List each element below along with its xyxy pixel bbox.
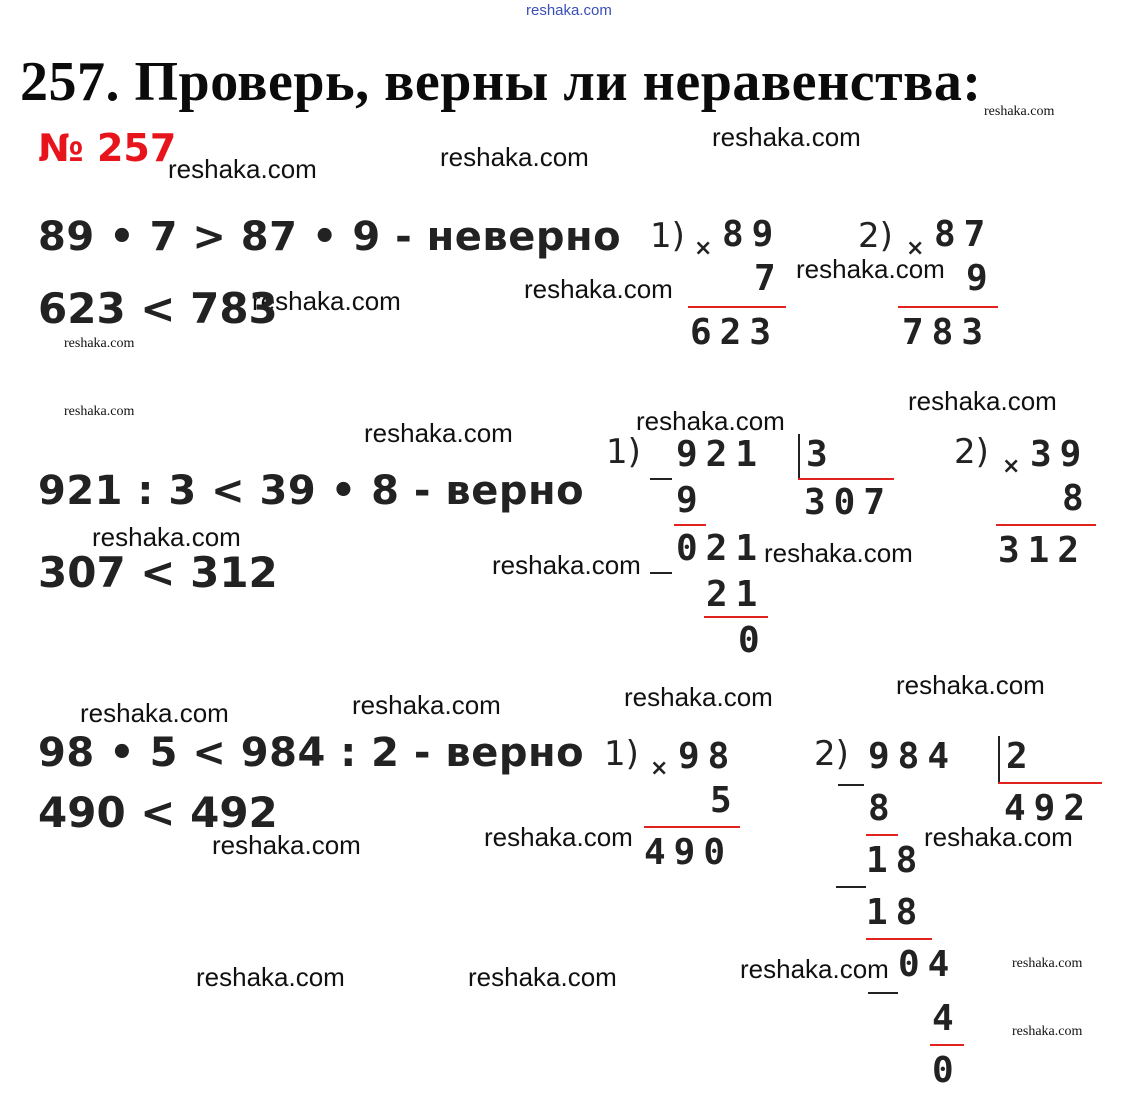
multiply-sign-icon: ×: [694, 236, 713, 261]
watermark: reshaka.com: [168, 154, 317, 184]
multiply-sign-icon: ×: [906, 236, 925, 261]
site-link-top[interactable]: reshaka.com: [526, 2, 612, 19]
p1-step2-multiplier: 9: [966, 258, 996, 299]
watermark: reshaka.com: [484, 822, 633, 852]
p2-step1-underline-1: [674, 524, 706, 526]
p2-step2-underline: [996, 524, 1096, 526]
p3-step2-underline-1: [866, 834, 898, 836]
p1-step2-label: 2): [858, 216, 893, 256]
p3-step2-label: 2): [814, 734, 849, 774]
p3-step2-underline-3: [930, 1044, 964, 1046]
problem-2-expression: 921 : 3 < 39 • 8 - верно: [38, 468, 585, 514]
watermark: reshaka.com: [80, 698, 229, 728]
watermark: reshaka.com: [908, 386, 1057, 416]
watermark: reshaka.com: [492, 550, 641, 580]
p3-division-bar-horizontal: [998, 782, 1102, 784]
p2-step1-row-2: 021: [676, 528, 766, 569]
p1-step2-underline: [898, 306, 998, 308]
watermark: reshaka.com: [712, 122, 861, 152]
watermark: reshaka.com: [212, 830, 361, 860]
problem-1-comparison: 623 < 783: [38, 284, 278, 333]
exercise-number-badge: № 257: [38, 126, 177, 170]
p3-step2-row-2: 18: [866, 840, 926, 881]
watermark: reshaka.com: [196, 962, 345, 992]
p1-step1-result: 623: [690, 312, 780, 353]
p3-step2-dividend: 984: [868, 736, 958, 777]
watermark: reshaka.com: [352, 690, 501, 720]
p2-division-bar-vertical: [798, 434, 800, 480]
p2-step1-underline-2: [704, 616, 768, 618]
p3-step2-underline-2: [866, 938, 932, 940]
watermark: reshaka.com: [924, 822, 1073, 852]
p2-step2-multiplicand: 39: [1030, 434, 1090, 475]
p1-step1-label: 1): [650, 216, 685, 256]
minus-sign-icon: [868, 992, 898, 994]
minus-sign-icon: [650, 572, 672, 574]
p3-step1-multiplicand: 98: [678, 736, 738, 777]
watermark: reshaka.com: [740, 954, 889, 984]
minus-sign-icon: [650, 478, 672, 480]
p3-division-bar-vertical: [998, 736, 1000, 784]
p3-step2-row-1: 8: [868, 788, 898, 829]
p2-step1-quotient: 307: [804, 482, 894, 523]
exercise-title: 257. Проверь, верны ли неравенства:: [20, 51, 982, 113]
p2-step1-row-1: 9: [676, 480, 706, 521]
p2-step1-row-4: 0: [738, 620, 768, 661]
multiply-sign-icon: ×: [1002, 454, 1021, 479]
watermark: reshaka.com: [440, 142, 589, 172]
p2-step1-divisor: 3: [806, 434, 836, 475]
watermark: reshaka.com: [636, 406, 785, 436]
p3-step2-row-4: 04: [898, 944, 958, 985]
problem-3-expression: 98 • 5 < 984 : 2 - верно: [38, 730, 585, 776]
p2-step2-label: 2): [954, 432, 989, 472]
watermark: reshaka.com: [252, 286, 401, 316]
p1-step1-multiplier: 7: [754, 258, 784, 299]
watermark: reshaka.com: [984, 104, 1055, 119]
p3-step2-divisor: 2: [1006, 736, 1036, 777]
watermark: reshaka.com: [468, 962, 617, 992]
watermark: reshaka.com: [364, 418, 513, 448]
watermark: reshaka.com: [64, 404, 135, 419]
p3-step2-row-5: 4: [932, 998, 962, 1039]
watermark: reshaka.com: [64, 336, 135, 351]
problem-2-comparison: 307 < 312: [38, 548, 278, 597]
minus-sign-icon: [836, 886, 866, 888]
watermark: reshaka.com: [92, 522, 241, 552]
p2-step1-label: 1): [606, 432, 641, 472]
watermark: reshaka.com: [624, 682, 773, 712]
p2-division-bar-horizontal: [798, 478, 894, 480]
watermark: reshaka.com: [796, 254, 945, 284]
p3-step2-quotient: 492: [1004, 788, 1094, 829]
multiply-sign-icon: ×: [650, 756, 669, 781]
p2-step1-dividend: 921: [676, 434, 766, 475]
p1-step2-multiplicand: 87: [934, 214, 994, 255]
p3-step1-result: 490: [644, 832, 734, 873]
minus-sign-icon: [838, 784, 864, 786]
p3-step1-multiplier: 5: [710, 780, 740, 821]
p2-step1-row-3: 21: [706, 574, 766, 615]
p3-step2-row-3: 18: [866, 892, 926, 933]
p3-step2-row-6: 0: [932, 1050, 962, 1091]
watermark: reshaka.com: [764, 538, 913, 568]
watermark: reshaka.com: [1012, 1024, 1083, 1039]
watermark: reshaka.com: [524, 274, 673, 304]
p1-step1-multiplicand: 89: [722, 214, 782, 255]
problem-1-expression: 89 • 7 > 87 • 9 - неверно: [38, 214, 622, 260]
p2-step2-multiplier: 8: [1062, 478, 1092, 519]
p3-step1-underline: [644, 826, 740, 828]
p2-step2-result: 312: [998, 530, 1088, 571]
watermark: reshaka.com: [896, 670, 1045, 700]
p3-step1-label: 1): [604, 734, 639, 774]
p1-step1-underline: [688, 306, 786, 308]
problem-3-comparison: 490 < 492: [38, 788, 278, 837]
watermark: reshaka.com: [1012, 956, 1083, 971]
p1-step2-result: 783: [902, 312, 992, 353]
